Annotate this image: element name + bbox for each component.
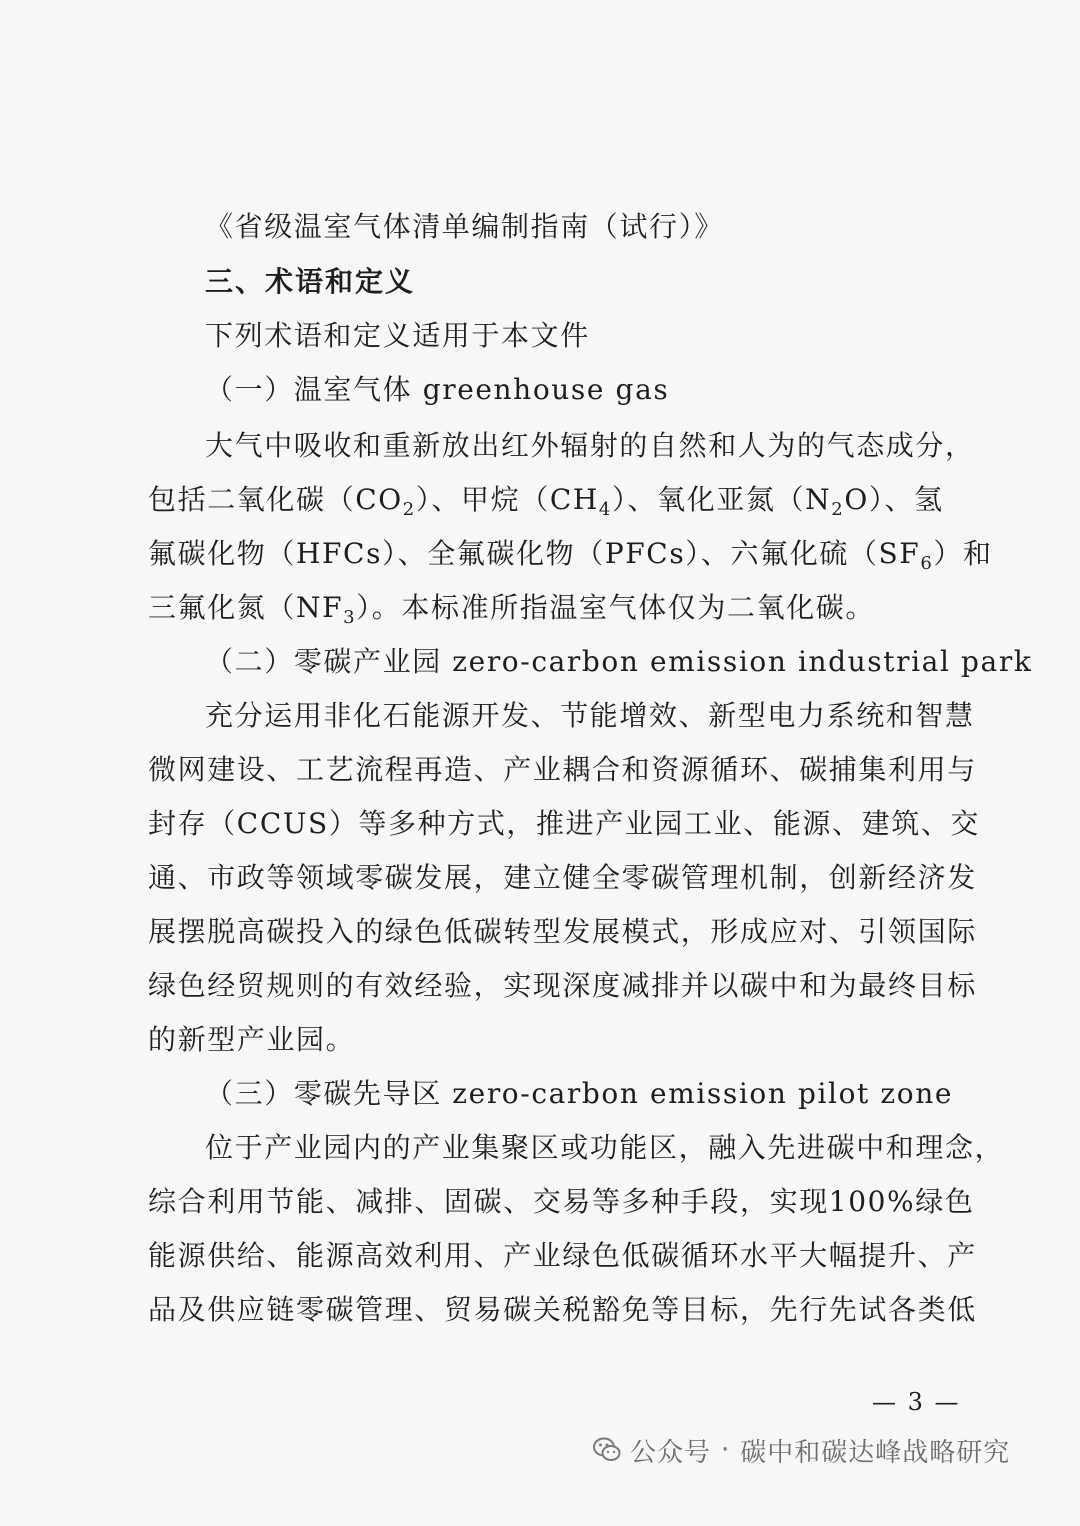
term3-line: 位于产业园内的产业集聚区或功能区，融入先进碳中和理念， (205, 1131, 1005, 1164)
term1-line1: 大气中吸收和重新放出红外辐射的自然和人为的气态成分， (205, 429, 975, 462)
intro-text: 下列术语和定义适用于本文件 (205, 319, 590, 352)
term3-heading: （三）零碳先导区 zero-carbon emission pilot zone (205, 1077, 954, 1110)
watermark-account: 碳中和碳达峰战略研究 (740, 1437, 1011, 1468)
section-heading: 三、术语和定义 (205, 265, 416, 298)
watermark-label: 公众号 (630, 1437, 712, 1468)
term1-line2: 包括二氧化碳$(CO_2)$、甲烷$(CH_4)$、氧化亚氮$(N_2O)$、氢 (148, 483, 944, 520)
term1-line3: 氟碳化物（HFCs）、全氟碳化物（PFCs）、六氟化硫$(SF_6)$和 (148, 537, 993, 574)
term2-line: 充分运用非化石能源开发、节能增效、新型电力系统和智慧 (205, 699, 975, 732)
page-number: — 3 — (872, 1388, 961, 1416)
term3-line: 品及供应链零碳管理、贸易碳关税豁免等目标，先行先试各类低 (148, 1293, 977, 1326)
term3-line: 综合利用节能、减排、固碳、交易等多种手段，实现100%绿色 (148, 1185, 975, 1218)
term2-heading: （二）零碳产业园 zero-carbon emission industrial park (205, 645, 1033, 678)
term2-line: 绿色经贸规则的有效经验，实现深度减排并以碳中和为最终目标 (148, 969, 977, 1002)
term2-line: 封存（CCUS）等多种方式，推进产业园工业、能源、建筑、交 (148, 807, 981, 840)
guide-title-line: 《省级温室气体清单编制指南（试行）》 (205, 210, 724, 243)
wechat-watermark (592, 1428, 1010, 1472)
term2-line: 通、市政等领域零碳发展，建立健全零碳管理机制，创新经济发 (148, 861, 977, 894)
term1-line4: 三氟化氮$(NF_3)$。本标准所指温室气体仅为二氧化碳。 (148, 591, 876, 628)
term1-heading: （一）温室气体 greenhouse gas (205, 373, 670, 406)
term2-line: 微网建设、工艺流程再造、产业耦合和资源循环、碳捕集利用与 (148, 753, 977, 786)
wechat-icon (592, 1435, 622, 1465)
watermark-separator: · (721, 1435, 731, 1465)
term2-line: 的新型产业园。 (148, 1023, 356, 1056)
term3-line: 能源供给、能源高效利用、产业绿色低碳循环水平大幅提升、产 (148, 1239, 977, 1272)
term2-line: 展摆脱高碳投入的绿色低碳转型发展模式，形成应对、引领国际 (148, 915, 977, 948)
